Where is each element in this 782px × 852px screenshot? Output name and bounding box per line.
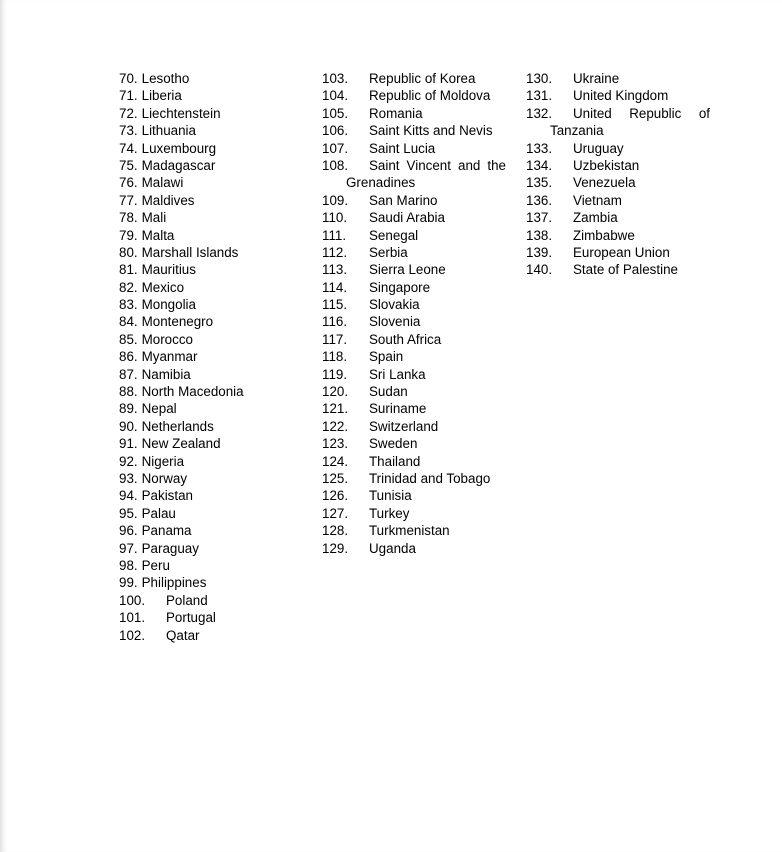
list-item: [119, 574, 309, 591]
list-item: [119, 505, 309, 522]
list-item-number: 131.: [526, 88, 553, 104]
list-item-name: Malawi: [141, 175, 184, 191]
list-item-number: 123.: [322, 436, 349, 452]
list-item: [119, 609, 309, 626]
list-item-name: Republic of Korea: [369, 71, 476, 86]
list-item-name: Slovenia: [369, 314, 421, 330]
list-item-name: Norway: [141, 470, 188, 486]
list-item-name: Panama: [141, 523, 192, 539]
list-item-name: Senegal: [369, 227, 419, 243]
list-item: [119, 522, 309, 539]
list-item: [322, 331, 512, 348]
list-item-name: Zambia: [573, 210, 618, 226]
list-item-number: 98.: [119, 557, 138, 573]
list-item: [526, 157, 716, 174]
country-list-column-2: [322, 70, 512, 557]
list-item: [322, 261, 512, 278]
list-item-number: 88.: [119, 384, 138, 400]
list-item-number: 78.: [119, 210, 138, 226]
list-item: [119, 418, 309, 435]
list-item-number: 109.: [322, 192, 349, 208]
list-item: [526, 87, 716, 104]
list-item-name: Saint Kitts and Nevis: [369, 123, 493, 139]
list-item-number: 127.: [322, 505, 349, 521]
list-item: [322, 366, 512, 383]
list-item-name: United Republic of: [573, 105, 710, 121]
list-item: [322, 313, 512, 330]
list-item: [119, 400, 309, 417]
list-item-number: 94.: [119, 488, 138, 504]
list-item-number: 134.: [526, 157, 553, 173]
list-item-number: 130.: [526, 71, 553, 86]
list-item: [322, 505, 512, 522]
list-item: [322, 244, 512, 261]
list-item-name: Turkmenistan: [369, 523, 450, 539]
list-item-name: Pakistan: [141, 488, 193, 504]
list-item-name: Switzerland: [369, 418, 439, 434]
list-item-number: 90.: [119, 418, 138, 434]
list-item: [119, 470, 309, 487]
list-item-name: Serbia: [369, 244, 408, 260]
list-item: [322, 540, 512, 557]
list-item-name: Saint Vincent and the: [369, 157, 506, 173]
list-item: [119, 557, 309, 574]
list-item-number: 89.: [119, 401, 138, 417]
list-item-number: 120.: [322, 384, 349, 400]
list-item-number: 100.: [119, 592, 146, 608]
list-item-name: Slovakia: [369, 297, 420, 313]
list-item: [322, 487, 512, 504]
list-item-number: 139.: [526, 244, 553, 260]
list-item-number: 92.: [119, 453, 138, 469]
list-item: [322, 279, 512, 296]
list-item-name: Myanmar: [141, 349, 198, 365]
list-item-name: Nepal: [141, 401, 177, 417]
list-item-number: 116.: [322, 314, 348, 330]
list-item: [119, 487, 309, 504]
list-item-number: 125.: [322, 470, 349, 486]
country-list-column-3: [526, 70, 716, 279]
list-item-number: 93.: [119, 470, 138, 486]
list-item: [119, 261, 309, 278]
list-item: [119, 140, 309, 157]
list-item: [322, 227, 512, 244]
list-item-name: North Macedonia: [141, 384, 244, 400]
list-item: [526, 174, 716, 191]
list-item-number: 82.: [119, 279, 138, 295]
list-item-number: 85.: [119, 331, 138, 347]
list-item-number: 91.: [119, 436, 138, 452]
list-item-number: 136.: [526, 192, 553, 208]
list-item-name: Spain: [369, 349, 404, 365]
list-item-name: Palau: [141, 505, 176, 521]
list-item-name: Zimbabwe: [573, 227, 635, 243]
list-item-number: 113.: [322, 262, 348, 278]
list-item-name: Sierra Leone: [369, 262, 446, 278]
list-item-name: Saint Lucia: [369, 140, 436, 156]
list-item-name: Saudi Arabia: [369, 210, 445, 226]
list-item: [119, 383, 309, 400]
list-item-number: 79.: [119, 227, 138, 243]
list-item: [322, 435, 512, 452]
list-item-name: Liberia: [141, 88, 182, 104]
list-item-name: Turkey: [369, 505, 410, 521]
list-item: [526, 209, 716, 226]
list-item-continuation: Tanzania: [550, 123, 604, 139]
list-item: [526, 70, 716, 87]
list-item: [119, 87, 309, 104]
list-item-name: Malta: [141, 227, 175, 243]
list-item: [119, 209, 309, 226]
list-item: [119, 592, 309, 609]
list-item-number: 108.: [322, 157, 349, 173]
list-item: [119, 227, 309, 244]
list-item-name: San Marino: [369, 192, 438, 208]
list-item-number: 140.: [526, 262, 553, 278]
list-item-number: 106.: [322, 123, 349, 139]
list-item: [119, 331, 309, 348]
list-item-number: 75.: [119, 157, 138, 173]
list-item: [526, 192, 716, 209]
list-item-number: 76.: [119, 175, 138, 191]
list-item-number: 97.: [119, 540, 138, 556]
list-item: [119, 70, 309, 87]
list-item-name: Sudan: [369, 384, 408, 400]
list-item-number: 124.: [322, 453, 349, 469]
list-item-number: 99.: [119, 575, 138, 591]
list-item: [322, 348, 512, 365]
list-item: [119, 105, 309, 122]
list-item-name: Uganda: [369, 540, 416, 556]
list-item-name: Montenegro: [141, 314, 214, 330]
list-item-number: 133.: [526, 140, 553, 156]
list-item-name: Liechtenstein: [141, 105, 221, 121]
list-item: [119, 366, 309, 383]
list-item: [119, 157, 309, 174]
list-item: [322, 383, 512, 400]
list-item-name: Qatar: [166, 627, 200, 643]
list-item-name: New Zealand: [141, 436, 221, 452]
list-item-name: Suriname: [369, 401, 427, 417]
list-item-number: 101.: [119, 610, 146, 626]
list-item-number: 72.: [119, 105, 138, 121]
list-item-name: Paraguay: [141, 540, 199, 556]
list-item-number: 70.: [119, 71, 138, 86]
list-item-number: 104.: [322, 88, 349, 104]
list-item-number: 87.: [119, 366, 138, 382]
list-item-name: Uzbekistan: [573, 157, 640, 173]
list-item-name: Singapore: [369, 279, 431, 295]
list-item: [322, 140, 512, 157]
list-item-name: Netherlands: [141, 418, 214, 434]
list-item-name: State of Palestine: [573, 262, 678, 278]
list-item: [119, 244, 309, 261]
list-item-number: 128.: [322, 523, 349, 539]
list-item-number: 119.: [322, 366, 348, 382]
list-item: [322, 209, 512, 226]
list-item-name: Uruguay: [573, 140, 624, 156]
list-item-name: European Union: [573, 244, 670, 260]
list-item-number: 77.: [119, 192, 138, 208]
list-item: [119, 435, 309, 452]
list-item-name: Portugal: [166, 610, 216, 626]
list-item-number: 114.: [322, 279, 348, 295]
list-item: [322, 453, 512, 470]
list-item-number: 118.: [322, 349, 348, 365]
list-item: [526, 105, 716, 122]
list-item-name: Republic of Moldova: [369, 88, 491, 104]
list-item: [526, 140, 716, 157]
list-item-name: Trinidad and Tobago: [369, 470, 491, 486]
list-item-name: Mauritius: [141, 262, 196, 278]
list-item: [322, 192, 512, 209]
list-item: [322, 418, 512, 435]
list-item-name: Lesotho: [141, 71, 190, 86]
list-item: [119, 122, 309, 139]
list-item-name: United Kingdom: [573, 88, 669, 104]
list-item: [526, 227, 716, 244]
list-item-name: Morocco: [141, 331, 193, 347]
list-item-number: 102.: [119, 627, 146, 643]
list-item-number: 117.: [322, 331, 348, 347]
list-item-number: 138.: [526, 227, 553, 243]
list-item-name: Sweden: [369, 436, 418, 452]
list-item-name: Philippines: [141, 575, 207, 591]
list-item-number: 95.: [119, 505, 138, 521]
list-item-name: Lithuania: [141, 123, 196, 139]
list-item-number: 81.: [119, 262, 138, 278]
list-item: [322, 105, 512, 122]
list-item: [322, 296, 512, 313]
list-item-name: Mexico: [141, 279, 185, 295]
list-item-name: Venezuela: [573, 175, 636, 191]
list-item-number: 74.: [119, 140, 138, 156]
list-item-name: Sri Lanka: [369, 366, 426, 382]
list-item-number: 84.: [119, 314, 138, 330]
list-item-name: South Africa: [369, 331, 442, 347]
list-item-number: 132.: [526, 105, 553, 121]
list-item: [526, 244, 716, 261]
list-item: [322, 87, 512, 104]
list-item: [119, 627, 309, 644]
list-item: [322, 70, 512, 87]
list-item-name: Nigeria: [141, 453, 185, 469]
list-item-name: Mali: [141, 210, 167, 226]
list-item-name: Maldives: [141, 192, 195, 208]
list-item-name: Mongolia: [141, 297, 196, 313]
list-item: [119, 313, 309, 330]
list-item-number: 111.: [322, 227, 347, 243]
list-item: [322, 470, 512, 487]
list-item-name: Thailand: [369, 453, 421, 469]
list-item-name: Vietnam: [573, 192, 622, 208]
list-item: [119, 296, 309, 313]
list-item-number: 96.: [119, 523, 138, 539]
list-item: [526, 261, 716, 278]
list-item-number: 129.: [322, 540, 349, 556]
list-item-name: Marshall Islands: [141, 244, 239, 260]
list-item-number: 105.: [322, 105, 349, 121]
list-item: [119, 453, 309, 470]
list-item-name: Luxembourg: [141, 140, 217, 156]
list-item-number: 107.: [322, 140, 349, 156]
list-item-name: Ukraine: [573, 71, 620, 86]
list-item-number: 73.: [119, 123, 138, 139]
list-item-number: 80.: [119, 244, 138, 260]
list-item-number: 71.: [119, 88, 138, 104]
list-item-number: 121.: [322, 401, 349, 417]
list-item-number: 112.: [322, 244, 348, 260]
list-item-number: 135.: [526, 175, 553, 191]
list-item-number: 110.: [322, 210, 348, 226]
list-item: [322, 522, 512, 539]
list-item-name: Peru: [141, 557, 170, 573]
list-item: [322, 400, 512, 417]
list-item-number: 126.: [322, 488, 349, 504]
list-item-continuation: Grenadines: [346, 175, 416, 191]
list-item-number: 83.: [119, 297, 138, 313]
list-item-number: 86.: [119, 349, 138, 365]
list-item-number: 103.: [322, 71, 349, 86]
list-item-name: Tunisia: [369, 488, 412, 504]
list-item-number: 122.: [322, 418, 349, 434]
list-item: [119, 348, 309, 365]
list-item-name: Romania: [369, 105, 423, 121]
list-item-name: Poland: [166, 592, 208, 608]
list-item-name: Madagascar: [141, 157, 216, 173]
list-item: [119, 174, 309, 191]
list-item: [119, 540, 309, 557]
list-item-number: 137.: [526, 210, 553, 226]
list-item-name: Namibia: [141, 366, 191, 382]
list-item: [119, 279, 309, 296]
list-item-number: 115.: [322, 297, 348, 313]
list-item: [119, 192, 309, 209]
country-list-column-1: [119, 70, 309, 644]
list-item: [322, 122, 512, 139]
list-item: [322, 157, 512, 174]
